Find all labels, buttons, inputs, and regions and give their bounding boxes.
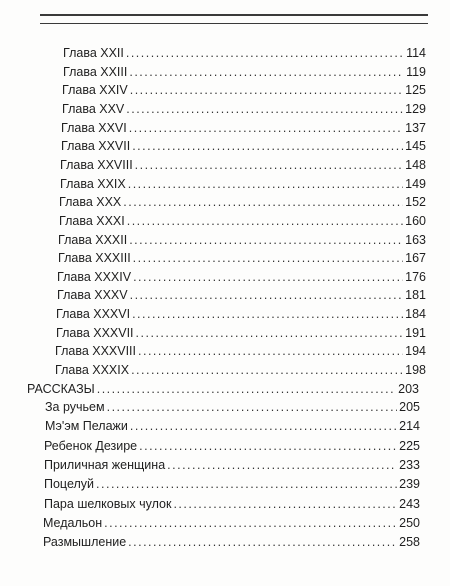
stories-heading: РАССКАЗЫ: [27, 382, 95, 396]
entry-page-number: 152: [405, 195, 426, 210]
entry-title: Глава XXVI: [61, 120, 127, 135]
entry-title: Глава XXIV: [62, 83, 128, 98]
entry-page-number: 243: [399, 496, 420, 511]
leader-dots: [133, 268, 403, 286]
leader-dots: [104, 514, 397, 532]
entry-page-number: 205: [399, 400, 420, 414]
entry-page-number: 191: [405, 325, 426, 340]
entry-title: Глава XXXIX: [55, 363, 130, 378]
entry-title: Размышление: [43, 535, 127, 550]
toc-entry: [59, 193, 426, 211]
top-rule: [40, 14, 428, 24]
entry-title: Ребенок Дезире: [44, 438, 138, 453]
entry-page-number: 125: [405, 83, 426, 98]
toc-entry: [58, 249, 426, 267]
leader-dots: [133, 249, 403, 267]
entry-page-number: 258: [399, 535, 420, 550]
entry-title: Глава XXX: [59, 195, 122, 210]
toc-entry: [63, 44, 426, 62]
toc-entry: [56, 324, 426, 342]
toc-entry: [43, 514, 420, 532]
entry-page-number: 148: [405, 157, 426, 172]
leader-dots: [130, 286, 404, 304]
entry-page-number: 214: [399, 419, 420, 434]
toc-entry: [44, 456, 420, 474]
entry-page-number: 129: [405, 101, 426, 116]
leader-dots: [96, 475, 397, 493]
leader-dots: [129, 63, 404, 81]
entry-title: Поцелуй: [44, 477, 95, 492]
leader-dots: [127, 212, 403, 230]
entry-title: Глава XXXV: [57, 288, 128, 303]
entry-page-number: 184: [405, 307, 426, 322]
entry-page-number: 163: [405, 232, 426, 247]
leader-dots: [131, 361, 403, 379]
entry-title: Глава XXXVII: [56, 325, 134, 340]
leader-dots: [135, 156, 403, 174]
stories-heading-row: [27, 380, 419, 398]
toc-entry: [58, 231, 426, 249]
toc-entry: [45, 417, 420, 435]
toc-entry: [61, 137, 426, 155]
toc-entry: [60, 175, 426, 193]
entry-title: Глава XXXVI: [56, 307, 131, 322]
entry-page-number: 194: [405, 344, 426, 359]
stories-heading-page: 203: [398, 382, 419, 396]
leader-dots: [126, 44, 404, 62]
toc-entry: [45, 398, 420, 416]
toc-entry: [59, 212, 426, 230]
entry-title: Медальон: [43, 515, 103, 530]
leader-dots: [173, 495, 397, 513]
entry-title: Глава XXIII: [63, 64, 128, 79]
toc-entry: [43, 533, 420, 551]
entry-page-number: 114: [406, 46, 426, 60]
toc-entry: [62, 100, 426, 118]
entry-page-number: 137: [405, 120, 426, 135]
leader-dots: [129, 119, 403, 137]
entry-title: Глава XXVIII: [60, 157, 133, 172]
entry-page-number: 250: [399, 515, 420, 530]
entry-title: Глава XXXI: [59, 213, 125, 228]
entry-title: Мэ'эм Пелажи: [45, 419, 128, 434]
leader-dots: [107, 398, 398, 416]
entry-title: Глава XXVII: [61, 139, 131, 154]
entry-title: Глава XXXVIII: [55, 344, 137, 359]
leader-dots: [132, 137, 403, 155]
leader-dots: [136, 324, 404, 342]
entry-page-number: 145: [405, 139, 426, 154]
entry-page-number: 167: [405, 251, 426, 266]
entry-page-number: 225: [399, 438, 420, 453]
toc-entry: [44, 475, 420, 493]
entry-page-number: 181: [405, 288, 426, 303]
entry-page-number: 149: [405, 176, 426, 191]
entry-page-number: 198: [405, 363, 426, 378]
entry-page-number: 176: [405, 269, 426, 284]
leader-dots: [129, 231, 403, 249]
entry-title: Глава XXXIV: [57, 269, 132, 284]
leader-dots: [97, 380, 396, 398]
leader-dots: [167, 456, 397, 474]
entry-title: Глава XXXIII: [58, 251, 131, 266]
toc-entry: [55, 361, 426, 379]
leader-dots: [132, 305, 403, 323]
toc-entry: [62, 81, 426, 99]
leader-dots: [128, 175, 403, 193]
leader-dots: [123, 193, 403, 211]
toc-entry: [61, 119, 426, 137]
leader-dots: [126, 100, 403, 118]
entry-title: Глава XXII: [63, 46, 124, 60]
leader-dots: [138, 342, 403, 360]
entry-page-number: 119: [406, 64, 426, 79]
entry-title: Глава XXXII: [58, 232, 128, 247]
toc-entry: [56, 305, 426, 323]
leader-dots: [139, 437, 397, 455]
toc-entry: [63, 63, 426, 81]
toc-entry: [57, 286, 426, 304]
entry-page-number: 239: [399, 477, 420, 492]
leader-dots: [130, 81, 403, 99]
toc-entry: [57, 268, 426, 286]
toc-entry: [44, 437, 420, 455]
entry-page-number: 233: [399, 457, 420, 472]
entry-title: За ручьем: [45, 400, 105, 414]
leader-dots: [130, 417, 397, 435]
entry-title: Пара шелковых чулок: [44, 496, 172, 511]
entry-title: Приличная женщина: [44, 457, 166, 472]
entry-title: Глава XXIX: [60, 176, 126, 191]
toc-entry: [55, 342, 426, 360]
entry-page-number: 160: [405, 213, 426, 228]
entry-title: Глава XXV: [62, 101, 125, 116]
leader-dots: [128, 533, 397, 551]
toc-entry: [60, 156, 426, 174]
toc-entry: [44, 495, 420, 513]
